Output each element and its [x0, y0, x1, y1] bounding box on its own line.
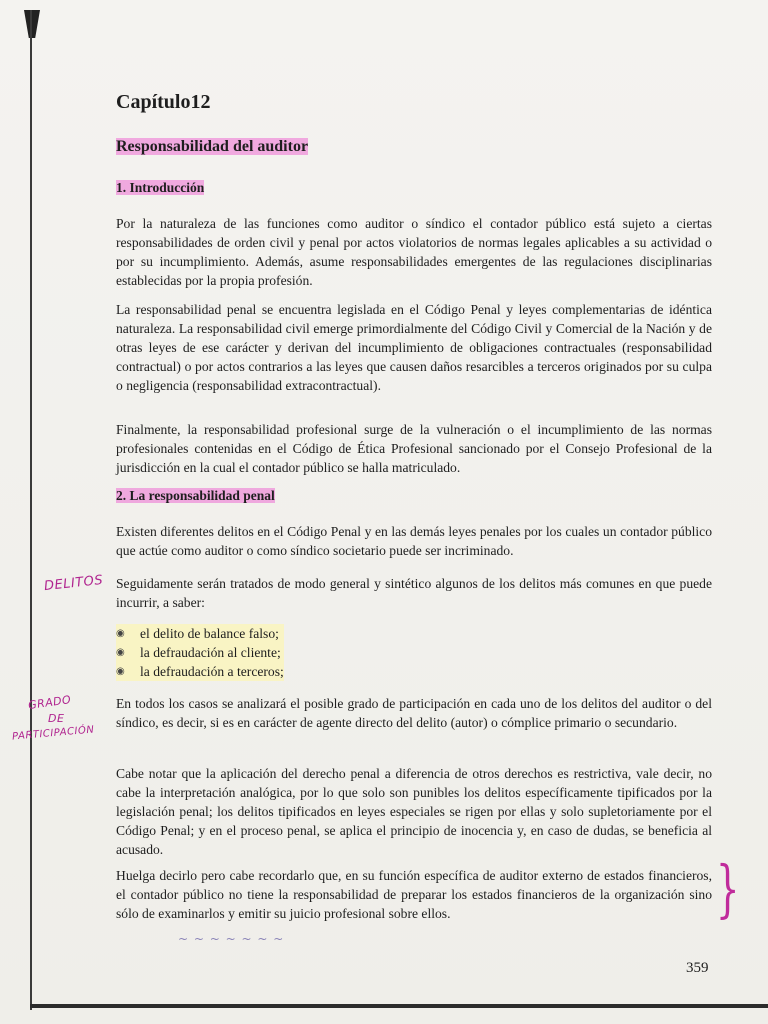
binding-line	[30, 10, 32, 1010]
list-item: ◉ el delito de balance falso;	[116, 624, 284, 643]
section-intro-text: 1. Introducción	[116, 180, 205, 195]
section-intro-title	[116, 180, 204, 196]
chapter-heading: Capítulo12	[116, 91, 211, 113]
paragraph-3: Finalmente, la responsabilidad profesional surge de la vulneración o el incumplimiento de las normas profesionales contenidas en el Código de Ética Profesional sancionado por el Consejo Profesional de la jurisdicción en la cual el contador público se halla matriculado.	[116, 422, 712, 475]
bottom-border	[30, 1004, 768, 1008]
margin-note-delitos: DELITOS	[43, 572, 104, 595]
main-title-text: Responsabilidad del auditor	[116, 138, 309, 155]
margin-note-participacion: PARTICIPACIÓN	[11, 724, 95, 743]
margin-note-de: DE	[48, 712, 65, 725]
section-penal-text: 2. La responsabilidad penal	[116, 488, 275, 503]
main-title	[116, 138, 308, 156]
margin-brace: }	[715, 852, 740, 925]
section-penal-title	[116, 488, 275, 504]
paragraph-5: Seguidamente serán tratados de modo general y sintético algunos de los delitos más comunes en que puede incurrir, a saber:	[116, 576, 712, 610]
paragraph-8: Huelga decirlo pero cabe recordarlo que, en su función específica de auditor externo de estados financieros, el contador público no tiene la responsabilidad de preparar los estados financieros de la organización sino sólo de examinarlos y emitir su juicio profesional sobre ellos.	[116, 868, 712, 921]
binding-mark	[24, 10, 40, 38]
list-item: ◉ la defraudación a terceros;	[116, 662, 284, 681]
paragraph-1: Por la naturaleza de las funciones como auditor o síndico el contador público está sujeto a ciertas responsabilidades de orden civil y penal por actos violatorios de normas legales aplicables a su actividad o por su incumplimiento. Además, asume responsabilidades emergentes de las regulaciones disciplinarias establecidas por la propia profesión.	[116, 216, 712, 288]
paragraph-2: La responsabilidad penal se encuentra legislada en el Código Penal y leyes complementarias de idéntica naturaleza. La responsabilidad civil emerge primordialmente del Código Civil y Comercial de la Nación y de otras leyes de ese carácter y derivan del incumplimiento de obligaciones contractuales (responsabilidad contractual) o por actos contrarios a las leyes que causen daños resarcibles a terceros originados por su culpa o negligencia (responsabilidad extracontractual).	[116, 302, 712, 393]
paragraph-6: En todos los casos se analizará el posible grado de participación en cada uno de los delitos del auditor o del síndico, es decir, si es en carácter de agente directo del delito (autor) o cómplice primario o secundario.	[116, 696, 712, 730]
page-number: 359	[686, 960, 709, 976]
handwritten-scribble: ~ ~ ~ ~ ~ ~ ~	[178, 932, 285, 946]
margin-note-grado: GRADO	[27, 693, 73, 712]
crime-list	[116, 624, 284, 681]
paragraph-7: Cabe notar que la aplicación del derecho penal a diferencia de otros derechos es restrictiva, vale decir, no cabe la interpretación analógica, por lo que solo son punibles los delitos específicamente tipificados por la legislación penal; los delitos tipificados en leyes especiales se rigen por ellas y solo supletoriamente por el Código Penal; y en el proceso penal, se aplica el principio de inocencia y, en caso de dudas, se beneficia al acusado.	[116, 766, 712, 857]
list-item: ◉ la defraudación al cliente;	[116, 643, 284, 662]
paragraph-4: Existen diferentes delitos en el Código Penal y en las demás leyes penales por los cuales un contador público que actúe como auditor o como síndico societario puede ser incriminado.	[116, 524, 712, 558]
